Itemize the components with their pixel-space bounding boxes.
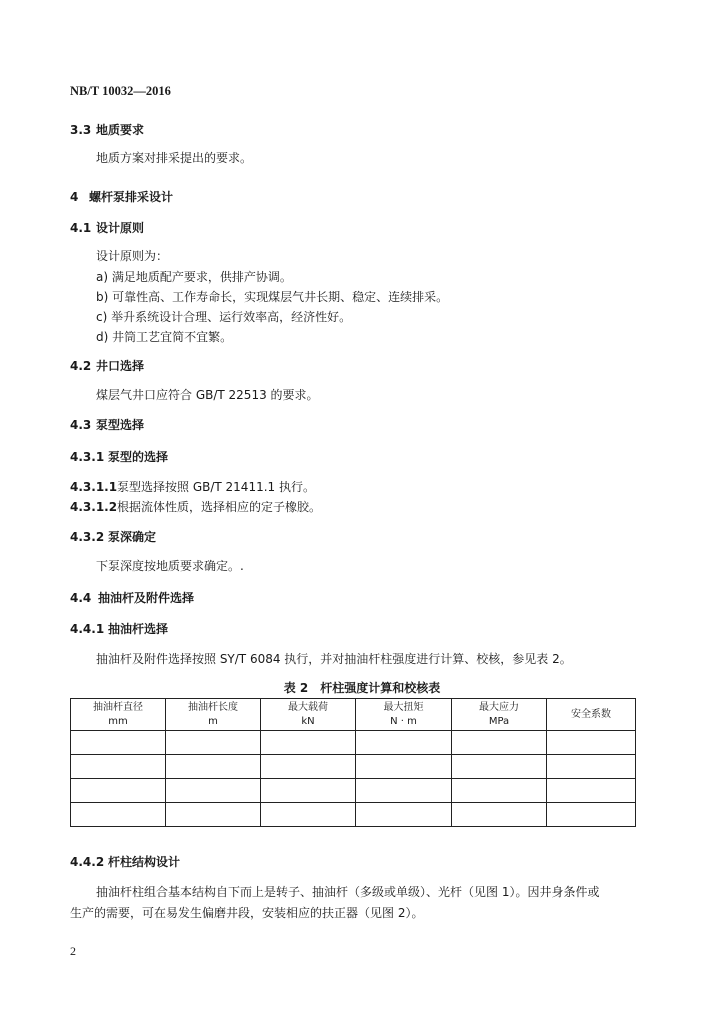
section-number: 4.4 <box>70 591 92 605</box>
section-number: 4.3.2 <box>70 530 105 544</box>
section-4-3-2-body: 下泵深度按地质要求确定。. <box>96 559 244 573</box>
table-cell <box>547 803 636 827</box>
table-cell <box>71 731 166 755</box>
list-item: b) 可靠性高、工作寿命长，实现煤层气井长期、稳定、连续排采。 <box>96 290 449 304</box>
table-cell <box>356 779 452 803</box>
table-cell <box>166 731 261 755</box>
section-4-4-2-body-line2: 生产的需要，可在易发生偏磨井段，安装相应的扶正器（见图 2）。 <box>70 906 424 920</box>
section-number: 3.3 <box>70 123 92 137</box>
clause-number: 4.3.1.2 <box>70 500 118 514</box>
list-item: a) 满足地质配产要求，供排产协调。 <box>96 270 292 284</box>
table-cell <box>261 779 356 803</box>
section-title: 抽油杆及附件选择 <box>98 591 195 605</box>
table-cell <box>166 803 261 827</box>
section-number: 4.1 <box>70 221 92 235</box>
section-number: 4.4.2 <box>70 855 105 869</box>
list-item: c) 举升系统设计合理、运行效率高，经济性好。 <box>96 310 352 324</box>
section-4-3-heading <box>70 416 144 433</box>
section-4-3-1-heading <box>70 448 168 465</box>
section-title: 杆柱结构设计 <box>108 855 181 869</box>
section-title: 泵型选择 <box>96 418 145 432</box>
design-principle-intro: 设计原则为： <box>96 249 169 263</box>
section-4-2-heading <box>70 357 144 374</box>
column-header: 最大载荷 kN <box>261 699 356 731</box>
table-cell <box>356 731 452 755</box>
strength-check-table <box>70 698 636 827</box>
section-4-4-1-body: 抽油杆及附件选择按照 SY/T 6084 执行，并对抽油杆柱强度进行计算、校核，参见表 2。 <box>96 652 572 666</box>
section-number: 4.3 <box>70 418 92 432</box>
table-cell <box>452 803 547 827</box>
section-4-3-2-heading <box>70 528 156 545</box>
table-cell <box>356 803 452 827</box>
table-cell <box>547 731 636 755</box>
section-title: 地质要求 <box>96 123 145 137</box>
column-header: 安全系数 <box>547 699 636 731</box>
table-cell <box>452 731 547 755</box>
section-4-2-body: 煤层气井口应符合 GB/T 22513 的要求。 <box>96 388 319 402</box>
section-title: 抽油杆选择 <box>108 622 169 636</box>
section-title: 泵型的选择 <box>108 450 169 464</box>
column-header: 抽油杆直径 mm <box>71 699 166 731</box>
table-row <box>71 731 636 755</box>
clause-4-3-1-2 <box>70 496 321 515</box>
table-cell <box>261 803 356 827</box>
table-cell <box>547 755 636 779</box>
section-4-4-2-heading <box>70 853 180 870</box>
table-row <box>71 803 636 827</box>
table-cell <box>547 779 636 803</box>
table-cell <box>71 755 166 779</box>
section-3-3-body: 地质方案对排采提出的要求。 <box>96 151 253 165</box>
section-4-1-heading <box>70 219 144 236</box>
clause-text: 根据流体性质，选择相应的定子橡胶。 <box>117 500 322 514</box>
section-title: 设计原则 <box>96 221 145 235</box>
table-caption: 表 2 杆柱强度计算和校核表 <box>283 681 441 695</box>
table-row <box>71 755 636 779</box>
table-cell <box>261 731 356 755</box>
table-cell <box>356 755 452 779</box>
column-header: 最大扭矩 N · m <box>356 699 452 731</box>
table-cell <box>261 755 356 779</box>
column-header: 抽油杆长度 m <box>166 699 261 731</box>
table-row <box>71 779 636 803</box>
page-number: 2 <box>70 944 76 958</box>
clause-4-3-1-1 <box>70 476 315 495</box>
section-number: 4.2 <box>70 359 92 373</box>
section-number: 4.4.1 <box>70 622 105 636</box>
table-header-row <box>71 699 636 731</box>
section-4-4-heading <box>70 589 194 606</box>
section-4-heading <box>70 188 173 205</box>
table-cell <box>452 779 547 803</box>
section-number: 4 <box>70 190 79 204</box>
clause-text: 泵型选择按照 GB/T 21411.1 执行。 <box>117 480 315 494</box>
section-title: 井口选择 <box>96 359 145 373</box>
table-cell <box>452 755 547 779</box>
column-header: 最大应力 MPa <box>452 699 547 731</box>
table-cell <box>166 779 261 803</box>
table-cell <box>71 779 166 803</box>
section-number: 4.3.1 <box>70 450 105 464</box>
document-code: NB/T 10032—2016 <box>70 84 171 98</box>
clause-number: 4.3.1.1 <box>70 480 118 494</box>
section-title: 泵深确定 <box>108 530 157 544</box>
table-cell <box>166 755 261 779</box>
section-title: 螺杆泵排采设计 <box>89 190 174 204</box>
table-cell <box>71 803 166 827</box>
section-4-4-1-heading <box>70 620 168 637</box>
section-3-3-heading <box>70 121 144 138</box>
section-4-4-2-body-line1: 抽油杆柱组合基本结构自下而上是转子、抽油杆（多级或单级）、光杆（见图 1）。因井身条件或 <box>96 885 600 899</box>
list-item: d) 井筒工艺宜简不宜繁。 <box>96 330 233 344</box>
